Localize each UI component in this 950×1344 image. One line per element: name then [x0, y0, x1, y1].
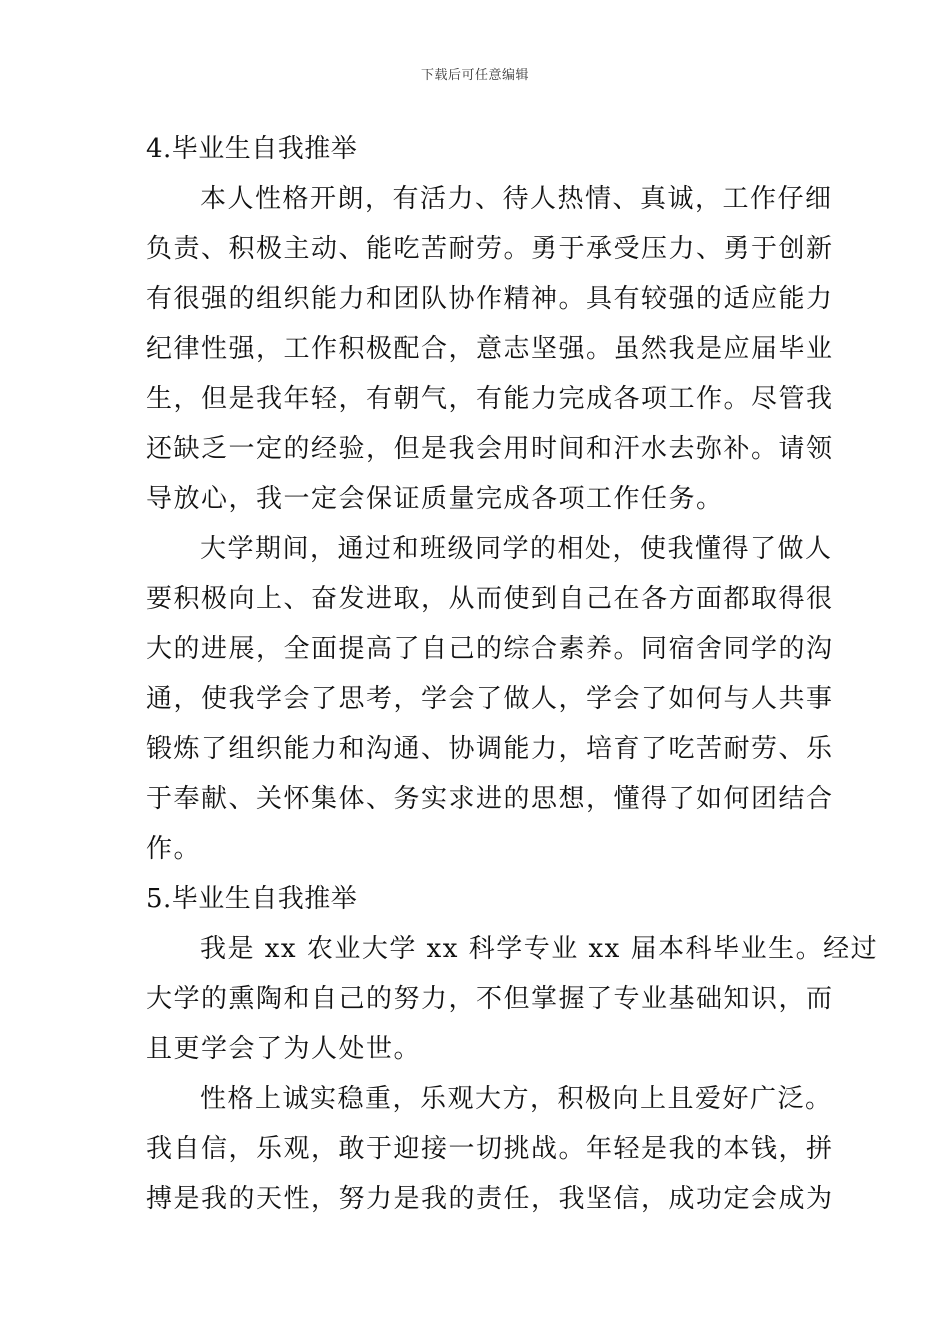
text-line: 还缺乏一定的经验，但是我会用时间和汗水去弥补。请领	[146, 434, 834, 464]
text-line: 搏是我的天性，努力是我的责任，我坚信，成功定会成为	[146, 1184, 834, 1214]
text-line: 大学期间，通过和班级同学的相处，使我懂得了做人	[200, 534, 833, 564]
text-line: 锻炼了组织能力和沟通、协调能力，培育了吃苦耐劳、乐	[146, 734, 834, 764]
text-line: 纪律性强，工作积极配合，意志坚强。虽然我是应届毕业	[146, 334, 834, 364]
section-heading: 5.毕业生自我推举	[146, 884, 358, 914]
text-line: 大学的熏陶和自己的努力，不但掌握了专业基础知识，而	[146, 984, 834, 1014]
paragraph	[146, 1074, 834, 1224]
paragraph	[146, 174, 834, 524]
text-line: 要积极向上、奋发进取，从而使到自己在各方面都取得很	[146, 584, 834, 614]
document-body	[146, 124, 879, 1224]
page-header: 下载后可任意编辑	[420, 68, 529, 83]
text-line: 大的进展，全面提高了自己的综合素养。同宿舍同学的沟	[146, 634, 834, 664]
text-line: 我自信，乐观，敢于迎接一切挑战。年轻是我的本钱，拼	[146, 1134, 834, 1164]
text-line: 负责、积极主动、能吃苦耐劳。勇于承受压力、勇于创新	[146, 234, 834, 264]
text-line: 导放心，我一定会保证质量完成各项工作任务。	[146, 484, 724, 514]
text-line: 有很强的组织能力和团队协作精神。具有较强的适应能力	[146, 284, 834, 314]
text-line: 性格上诚实稳重，乐观大方，积极向上且爱好广泛。	[200, 1084, 833, 1114]
paragraph	[146, 924, 879, 1074]
text-line: 于奉献、关怀集体、务实求进的思想，懂得了如何团结合	[146, 784, 834, 814]
text-line: 生，但是我年轻，有朝气，有能力完成各项工作。尽管我	[146, 384, 834, 414]
section-heading: 4.毕业生自我推举	[146, 134, 358, 164]
text-line: 且更学会了为人处世。	[146, 1034, 422, 1064]
text-line: 通，使我学会了思考，学会了做人，学会了如何与人共事	[146, 684, 834, 714]
text-line: 本人性格开朗，有活力、待人热情、真诚，工作仔细	[200, 184, 833, 214]
text-line: 作。	[146, 834, 202, 864]
paragraph	[146, 524, 834, 874]
text-line: 我是 xx 农业大学 xx 科学专业 xx 届本科毕业生。经过	[200, 934, 879, 964]
